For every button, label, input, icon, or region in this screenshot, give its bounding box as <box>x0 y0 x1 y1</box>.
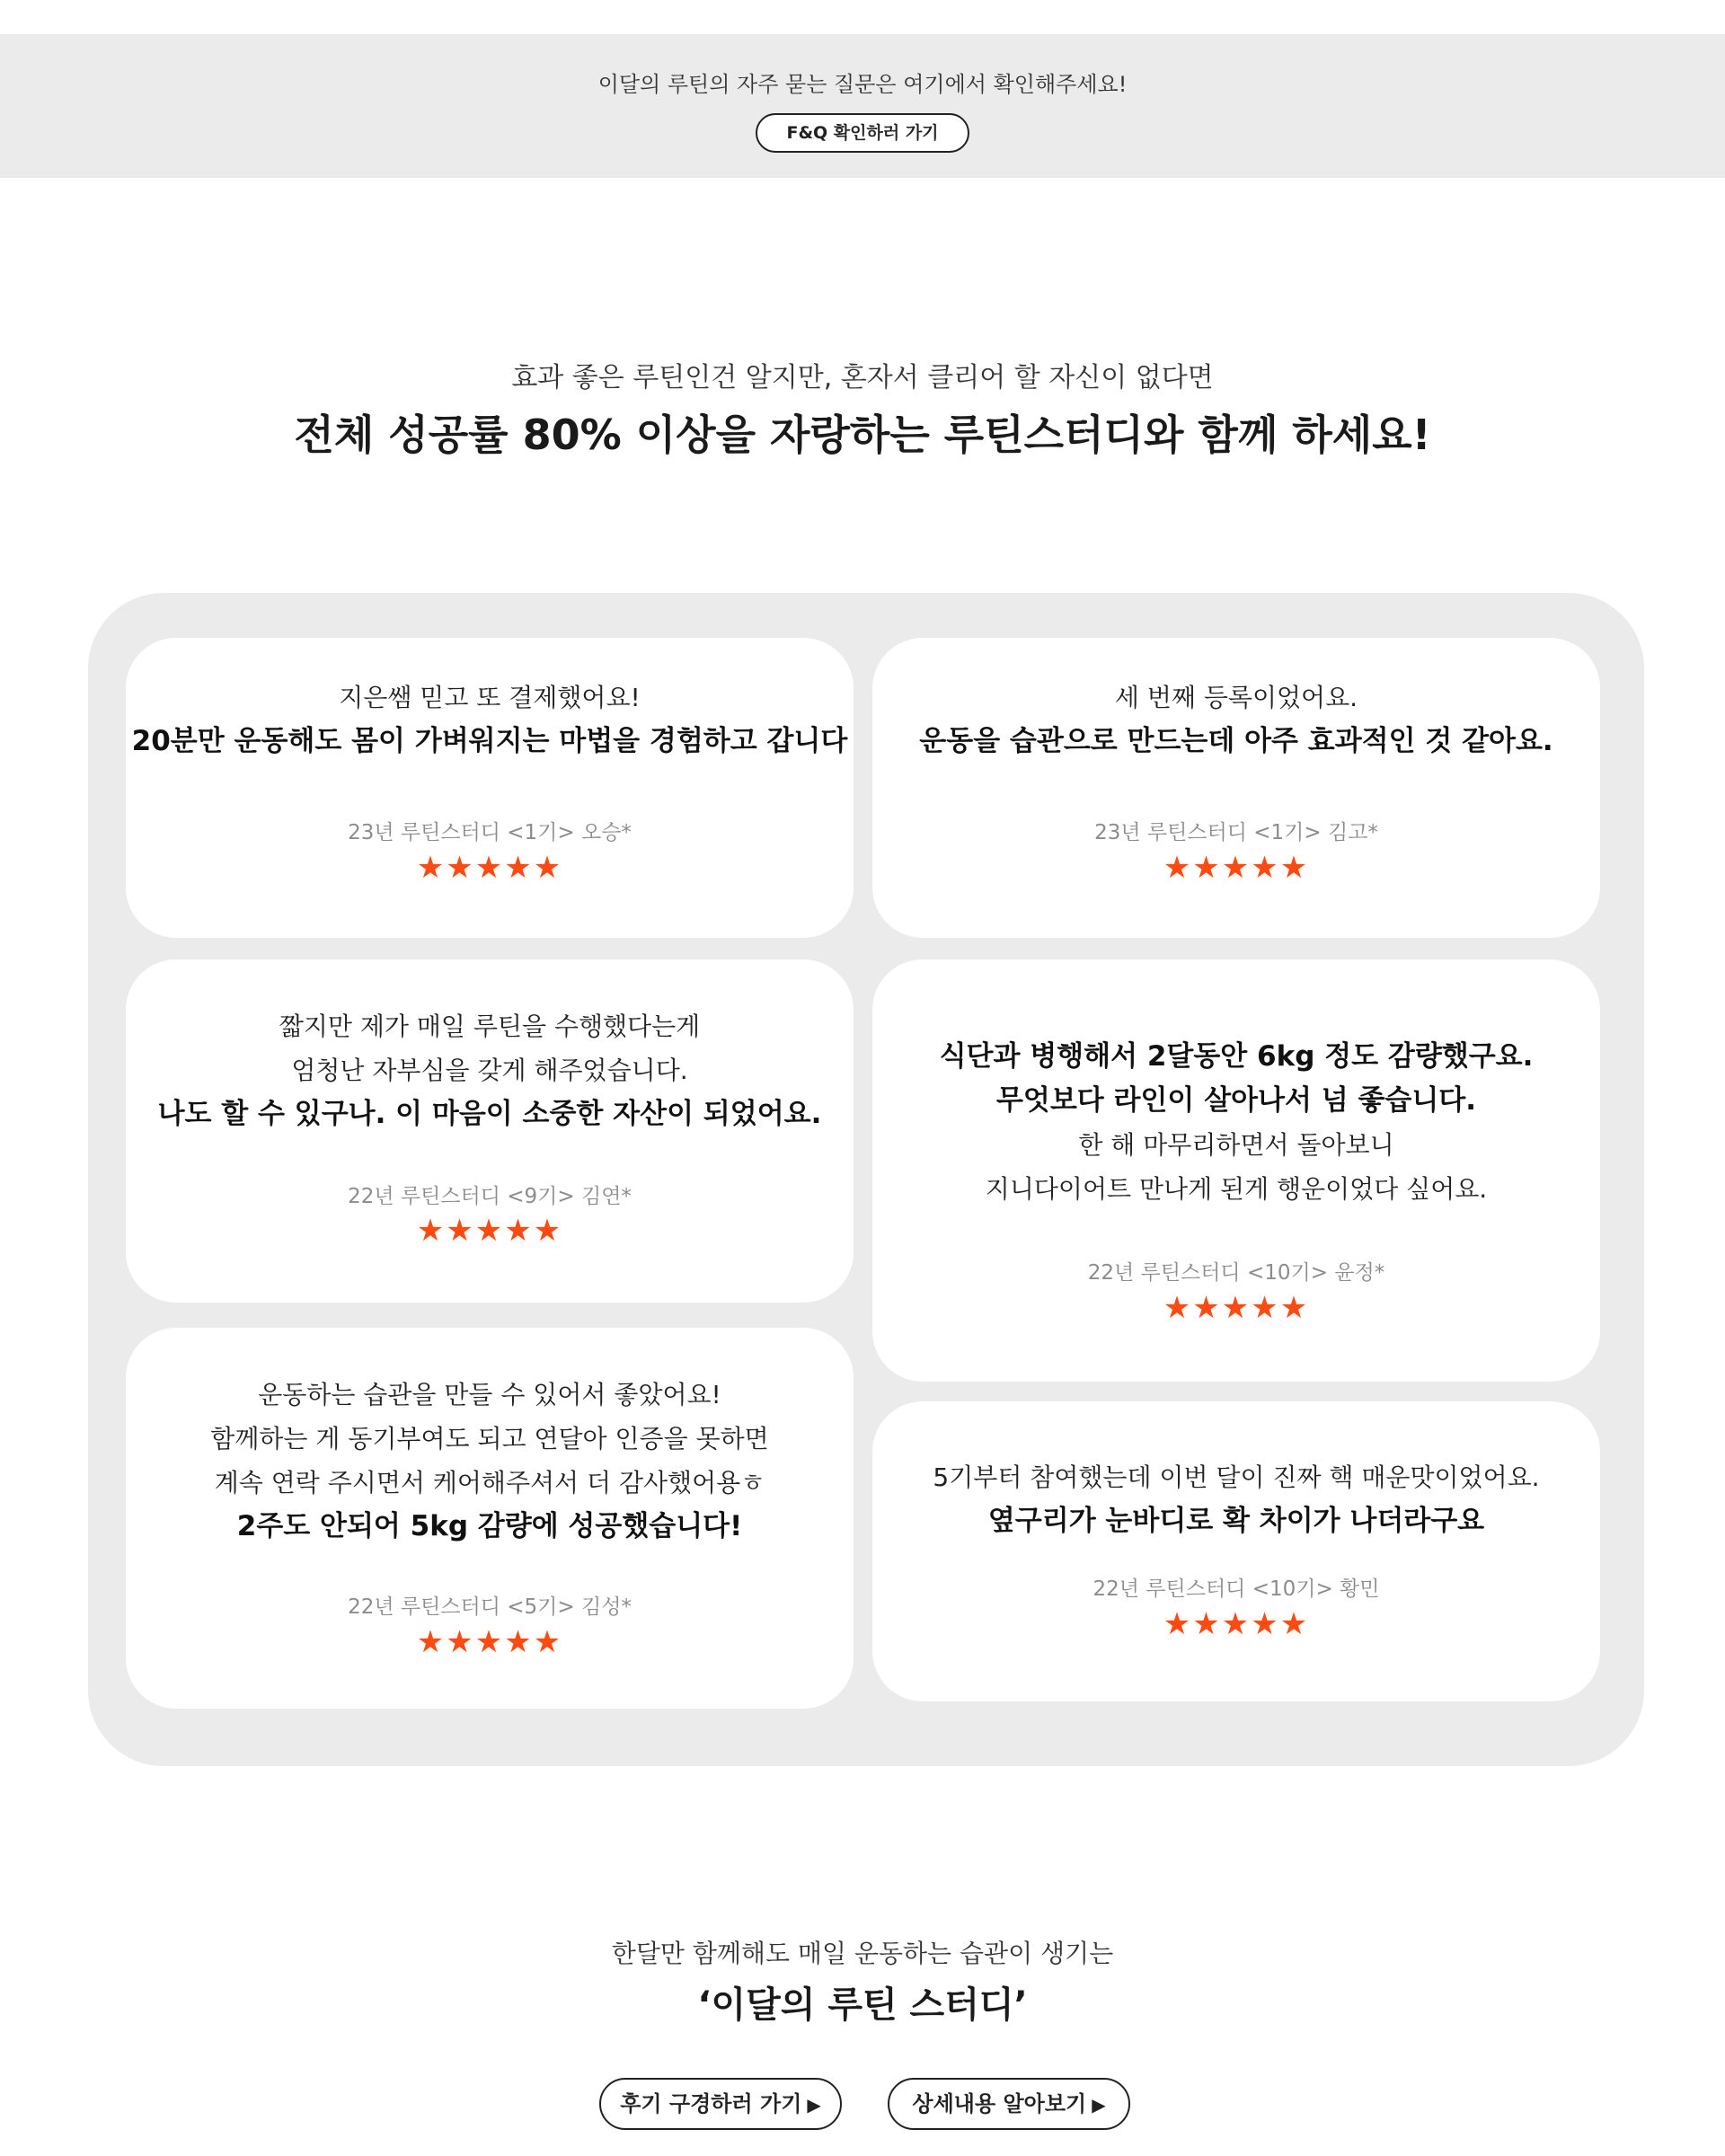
review-card <box>126 1328 854 1709</box>
review-author: 23년 루틴스터디 <1기> 오승* <box>348 821 632 844</box>
intro-title: 전체 성공률 80% 이상을 자랑하는 루틴스터디와 함께 하세요! <box>294 411 1431 459</box>
rating-stars-icon: ★★★★★ <box>416 850 563 886</box>
review-card <box>126 638 854 938</box>
review-card <box>126 959 854 1303</box>
review-highlight: 운동을 습관으로 만드는데 아주 효과적인 것 같아요. <box>919 725 1553 757</box>
faq-banner <box>0 34 1725 178</box>
review-text: 5기부터 참여했는데 이번 달이 진짜 핵 매운맛이었어요. <box>933 1462 1540 1492</box>
faq-button[interactable]: F&Q 확인하러 가기 <box>756 113 969 153</box>
review-text: 함께하는 게 동기부여도 되고 연달아 인증을 못하면 <box>210 1424 769 1454</box>
review-author: 22년 루틴스터디 <10기> 윤정* <box>1087 1261 1385 1285</box>
intro-subtitle: 효과 좋은 루틴인건 알지만, 혼자서 클리어 할 자신이 없다면 <box>511 362 1214 393</box>
review-text: 짧지만 제가 매일 루틴을 수행했다는게 <box>279 1012 701 1041</box>
review-highlight: 무엇보다 라인이 살아나서 넘 좋습니다. <box>995 1084 1477 1117</box>
outro-subtitle: 한달만 함께해도 매일 운동하는 습관이 생기는 <box>611 1939 1114 1968</box>
review-author: 22년 루틴스터디 <9기> 김연* <box>348 1185 632 1208</box>
review-text: 한 해 마무리하면서 돌아보니 <box>1078 1130 1394 1160</box>
rating-stars-icon: ★★★★★ <box>1163 1606 1310 1642</box>
review-author: 22년 루틴스터디 <10기> 황민 <box>1092 1577 1380 1601</box>
review-text: 엄청난 자부심을 갖게 해주었습니다. <box>291 1056 688 1085</box>
view-details-label: 상세내용 알아보기 <box>912 2091 1087 2116</box>
rating-stars-icon: ★★★★★ <box>416 1213 563 1249</box>
view-details-button[interactable] <box>888 2078 1130 2130</box>
review-card <box>872 959 1600 1382</box>
view-reviews-label: 후기 구경하러 가기 <box>620 2091 802 2116</box>
review-text: 지니다이어트 만나게 된게 행운이었다 싶어요. <box>985 1174 1488 1204</box>
review-highlight: 2주도 안되어 5kg 감량에 성공했습니다! <box>236 1510 743 1542</box>
view-reviews-button[interactable] <box>599 2078 842 2130</box>
play-arrow-icon: ▶ <box>1092 2094 1106 2116</box>
review-text: 세 번째 등록이었어요. <box>1114 683 1358 712</box>
outro-title: ‘이달의 루틴 스터디’ <box>697 1984 1028 2026</box>
faq-text: 이달의 루틴의 자주 묻는 질문은 여기에서 확인해주세요! <box>597 72 1128 97</box>
review-highlight: 나도 할 수 있구나. 이 마음이 소중한 자산이 되었어요. <box>157 1098 822 1130</box>
review-text: 지은쌤 믿고 또 결제했어요! <box>339 683 641 712</box>
review-highlight: 20분만 운동해도 몸이 가벼워지는 마법을 경험하고 갑니다 <box>131 725 848 757</box>
review-text: 운동하는 습관을 만들 수 있어서 좋았어요! <box>258 1380 721 1409</box>
review-highlight: 식단과 병행해서 2달동안 6kg 정도 감량했구요. <box>939 1040 1534 1073</box>
review-author: 23년 루틴스터디 <1기> 김고* <box>1094 821 1378 844</box>
rating-stars-icon: ★★★★★ <box>416 1624 563 1660</box>
review-highlight: 옆구리가 눈바디로 확 차이가 나더라구요 <box>987 1505 1485 1537</box>
review-card <box>872 1401 1600 1701</box>
reviews-panel <box>88 593 1644 1766</box>
review-card <box>872 638 1600 938</box>
play-arrow-icon: ▶ <box>807 2094 821 2116</box>
review-author: 22년 루틴스터디 <5기> 김성* <box>348 1595 632 1619</box>
review-text: 계속 연락 주시면서 케어해주셔서 더 감사했어용ㅎ <box>214 1468 765 1498</box>
rating-stars-icon: ★★★★★ <box>1163 1290 1310 1326</box>
rating-stars-icon: ★★★★★ <box>1163 850 1310 886</box>
